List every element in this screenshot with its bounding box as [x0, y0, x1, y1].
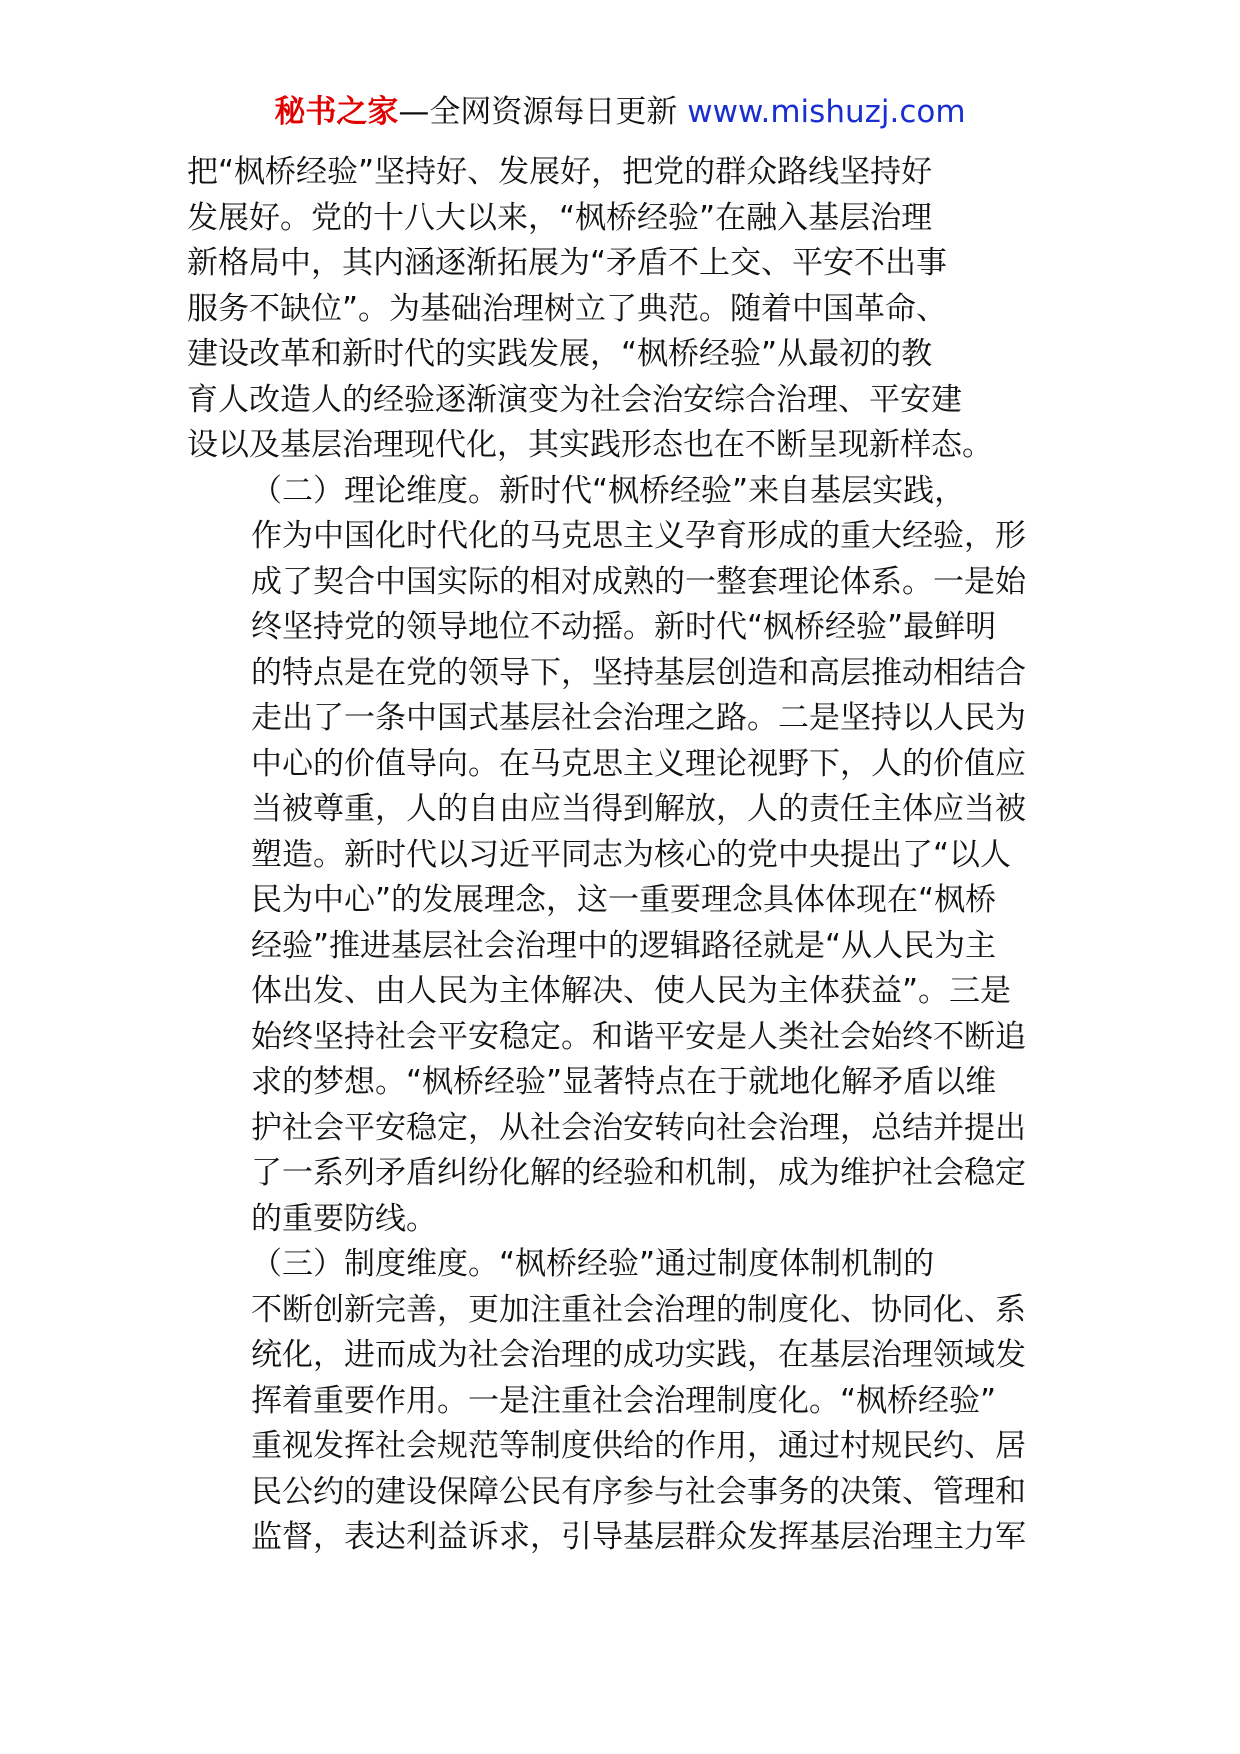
text-line: 监督，表达利益诉求，引导基层群众发挥基层治理主力军	[251, 1519, 1026, 1555]
text-line: 发展好。党的十八大以来，“枫桥经验”在融入基层治理	[187, 199, 933, 236]
text-line: （二）理论维度。新时代“枫桥经验”来自基层实践，	[251, 472, 966, 509]
text-line: 不断创新完善，更加注重社会治理的制度化、协同化、系	[251, 1291, 1026, 1328]
text-line: 把“枫桥经验”坚持好、发展好，把党的群众路线坚持好	[187, 154, 933, 190]
text-line: 统化，进而成为社会治理的成功实践，在基层治理领域发	[251, 1337, 1026, 1373]
text-line: 新格局中，其内涵逐渐拓展为“矛盾不上交、平安不出事	[187, 245, 948, 281]
text-line: 民公约的建设保障公民有序参与社会事务的决策、管理和	[251, 1473, 1026, 1510]
text-line: （三）制度维度。“枫桥经验”通过制度体制机制的	[251, 1246, 935, 1282]
brand-name: 秘书之家	[274, 94, 399, 130]
text-line: 终坚持党的领导地位不动摇。新时代“枫桥经验”最鲜明	[251, 609, 997, 645]
text-line: 建设改革和新时代的实践发展，“枫桥经验”从最初的教	[187, 336, 933, 372]
site-url-link[interactable]: www.mishuzj.com	[687, 94, 966, 130]
text-line: 育人改造人的经验逐渐演变为社会治安综合治理、平安建	[187, 381, 962, 418]
text-line: 护社会平安稳定，从社会治安转向社会治理，总结并提出	[251, 1109, 1026, 1146]
text-line: 设以及基层治理现代化，其实践形态也在不断呈现新样态。	[187, 427, 993, 463]
text-line: 的特点是在党的领导下，坚持基层创造和高层推动相结合	[251, 654, 1026, 691]
text-line: 了一系列矛盾纠纷化解的经验和机制，成为维护社会稳定	[251, 1155, 1026, 1191]
paragraph	[187, 150, 1087, 469]
text-line: 始终坚持社会平安稳定。和谐平安是人类社会始终不断追	[251, 1018, 1026, 1055]
site-header	[0, 92, 1240, 132]
text-line: 的重要防线。	[251, 1200, 437, 1237]
text-line: 重视发挥社会规范等制度供给的作用，通过村规民约、居	[251, 1428, 1026, 1464]
text-line: 民为中心”的发展理念，这一重要理念具体体现在“枫桥	[251, 882, 997, 918]
text-line: 中心的价值导向。在马克思主义理论视野下，人的价值应	[251, 745, 1026, 782]
text-line: 成了契合中国实际的相对成熟的一整套理论体系。一是始	[251, 563, 1026, 600]
text-line: 塑造。新时代以习近平同志为核心的党中央提出了“以人	[251, 836, 1012, 873]
header-tagline: —全网资源每日更新	[398, 94, 688, 130]
text-line: 体出发、由人民为主体解决、使人民为主体获益”。三是	[251, 973, 1012, 1009]
text-line: 作为中国化时代化的马克思主义孕育形成的重大经验，形	[251, 518, 1026, 554]
text-line: 挥着重要作用。一是注重社会治理制度化。“枫桥经验”	[251, 1382, 997, 1419]
text-line: 走出了一条中国式基层社会治理之路。二是坚持以人民为	[251, 700, 1026, 736]
document-body	[187, 150, 1087, 1561]
text-line: 求的梦想。“枫桥经验”显著特点在于就地化解矛盾以维	[251, 1064, 997, 1100]
text-line: 经验”推进基层社会治理中的逻辑路径就是“从人民为主	[251, 927, 997, 964]
text-line: 当被尊重，人的自由应当得到解放，人的责任主体应当被	[251, 791, 1026, 827]
text-line: 服务不缺位”。为基础治理树立了典范。随着中国革命、	[187, 290, 948, 327]
paragraph	[187, 1242, 1087, 1561]
paragraph	[187, 469, 1087, 1243]
